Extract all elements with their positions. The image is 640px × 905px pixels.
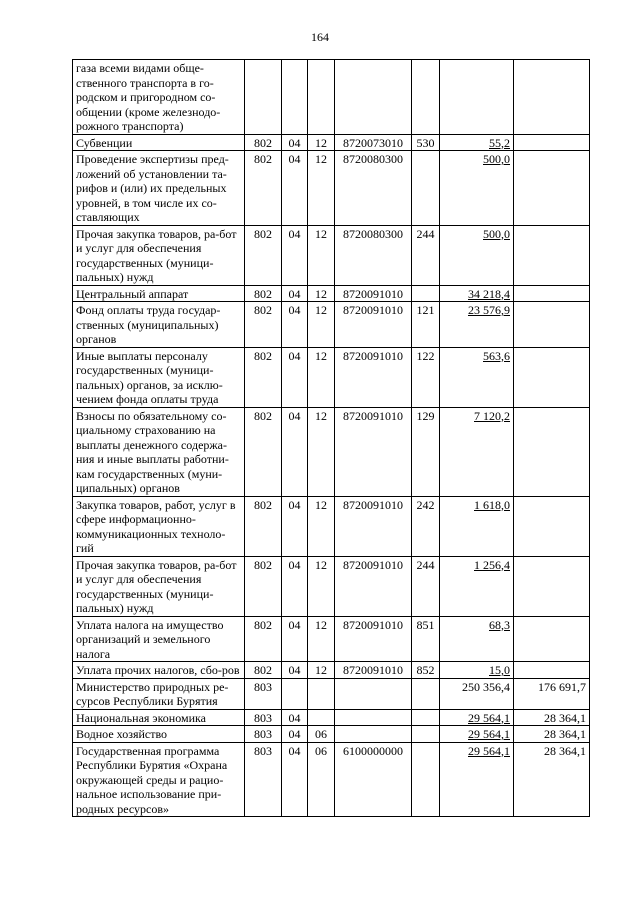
page-number: 164 [311,30,329,44]
row-target-article-code: 6100000000 [335,742,412,817]
row-ved-code: 802 [245,556,282,616]
row-section-code: 04 [282,225,308,285]
row-target-article-code: 8720073010 [335,134,412,151]
row-ved-code: 802 [245,285,282,302]
row-amount-2 [514,285,590,302]
row-ved-code: 803 [245,742,282,817]
row-amount-2 [514,302,590,348]
row-amount-1: 55,2 [440,134,514,151]
row-section-code: 04 [282,347,308,407]
table-row [73,302,590,348]
row-amount-1: 500,0 [440,225,514,285]
row-section-code [282,678,308,709]
row-amount-1: 29 564,1 [440,742,514,817]
row-name: Водное хозяйство [73,726,245,743]
row-expense-type-code [412,726,440,743]
row-ved-code [245,60,282,135]
row-subsection-code [308,60,335,135]
row-name: газа всеми видами обще-ственного транспорта в го-родском и пригородном со-общении (кроме железнодо-рожного транспорта) [73,60,245,135]
row-section-code [282,60,308,135]
row-expense-type-code [412,742,440,817]
table-row [73,726,590,743]
row-target-article-code [335,726,412,743]
row-amount-2 [514,225,590,285]
row-target-article-code: 8720091010 [335,616,412,662]
row-amount-2: 28 364,1 [514,742,590,817]
row-expense-type-code: 244 [412,556,440,616]
row-target-article-code: 8720091010 [335,347,412,407]
row-amount-1: 29 564,1 [440,709,514,726]
row-amount-1: 68,3 [440,616,514,662]
row-section-code: 04 [282,662,308,679]
row-expense-type-code: 121 [412,302,440,348]
row-expense-type-code: 852 [412,662,440,679]
row-expense-type-code: 122 [412,347,440,407]
budget-table-body [73,60,590,817]
row-amount-1: 29 564,1 [440,726,514,743]
row-ved-code: 802 [245,225,282,285]
row-amount-2 [514,496,590,556]
table-row [73,556,590,616]
row-amount-2 [514,60,590,135]
row-amount-1: 1 256,4 [440,556,514,616]
row-subsection-code: 12 [308,151,335,226]
row-subsection-code: 12 [308,347,335,407]
row-expense-type-code [412,709,440,726]
row-section-code: 04 [282,407,308,496]
row-amount-1 [440,60,514,135]
row-name: Министерство природных ре-сурсов Республики Бурятия [73,678,245,709]
row-amount-1: 563,6 [440,347,514,407]
row-target-article-code: 8720080300 [335,151,412,226]
row-target-article-code: 8720091010 [335,285,412,302]
table-row [73,496,590,556]
row-subsection-code: 12 [308,556,335,616]
row-ved-code: 803 [245,709,282,726]
row-ved-code: 802 [245,407,282,496]
row-ved-code: 802 [245,151,282,226]
row-amount-1: 15,0 [440,662,514,679]
row-section-code: 04 [282,134,308,151]
row-subsection-code: 12 [308,285,335,302]
row-section-code: 04 [282,285,308,302]
row-name: Уплата прочих налогов, сбо-ров [73,662,245,679]
row-section-code: 04 [282,151,308,226]
table-row [73,347,590,407]
row-expense-type-code: 530 [412,134,440,151]
row-amount-1: 7 120,2 [440,407,514,496]
row-ved-code: 802 [245,302,282,348]
row-subsection-code: 12 [308,134,335,151]
row-section-code: 04 [282,616,308,662]
row-amount-1: 23 576,9 [440,302,514,348]
row-target-article-code [335,709,412,726]
row-subsection-code: 12 [308,302,335,348]
table-row [73,742,590,817]
row-amount-2 [514,151,590,226]
row-subsection-code [308,678,335,709]
table-row [73,285,590,302]
row-target-article-code: 8720091010 [335,407,412,496]
row-expense-type-code [412,151,440,226]
row-name: Фонд оплаты труда государ-ственных (муниципальных) органов [73,302,245,348]
row-amount-2 [514,407,590,496]
row-name: Взносы по обязательному со-циальному страхованию на выплаты денежного содержа-ния и иные выплаты работни-кам государственных (муни-ципальных) органов [73,407,245,496]
table-row [73,134,590,151]
row-ved-code: 803 [245,726,282,743]
row-amount-2 [514,134,590,151]
table-row [73,407,590,496]
row-name: Иные выплаты персоналу государственных (муници-пальных) органов, за исклю-чением фонда оплаты труда [73,347,245,407]
table-row [73,709,590,726]
row-section-code: 04 [282,496,308,556]
row-target-article-code: 8720080300 [335,225,412,285]
row-name: Национальная экономика [73,709,245,726]
row-target-article-code [335,60,412,135]
row-subsection-code: 06 [308,726,335,743]
row-amount-2: 28 364,1 [514,709,590,726]
row-expense-type-code [412,285,440,302]
row-target-article-code: 8720091010 [335,556,412,616]
row-section-code: 04 [282,726,308,743]
row-subsection-code [308,709,335,726]
table-row [73,616,590,662]
row-amount-2 [514,616,590,662]
row-amount-1: 500,0 [440,151,514,226]
table-row [73,678,590,709]
row-target-article-code: 8720091010 [335,496,412,556]
row-subsection-code: 12 [308,407,335,496]
row-name: Прочая закупка товаров, ра-бот и услуг для обеспечения государственных (муници-пальных) нужд [73,225,245,285]
row-expense-type-code: 242 [412,496,440,556]
row-section-code: 04 [282,302,308,348]
row-ved-code: 802 [245,662,282,679]
row-amount-2 [514,347,590,407]
row-amount-1: 250 356,4 [440,678,514,709]
row-ved-code: 802 [245,347,282,407]
row-section-code: 04 [282,556,308,616]
row-ved-code: 802 [245,496,282,556]
table-row [73,151,590,226]
row-expense-type-code: 851 [412,616,440,662]
row-section-code: 04 [282,742,308,817]
row-subsection-code: 12 [308,662,335,679]
table-row [73,60,590,135]
row-subsection-code: 06 [308,742,335,817]
row-subsection-code: 12 [308,496,335,556]
row-subsection-code: 12 [308,225,335,285]
row-amount-1: 1 618,0 [440,496,514,556]
row-target-article-code: 8720091010 [335,302,412,348]
row-expense-type-code: 129 [412,407,440,496]
row-ved-code: 803 [245,678,282,709]
row-name: Прочая закупка товаров, ра-бот и услуг для обеспечения государственных (муници-пальных) нужд [73,556,245,616]
budget-table [72,59,590,817]
row-expense-type-code: 244 [412,225,440,285]
row-target-article-code: 8720091010 [335,662,412,679]
row-subsection-code: 12 [308,616,335,662]
row-target-article-code [335,678,412,709]
row-name: Уплата налога на имущество организаций и земельного налога [73,616,245,662]
table-row [73,225,590,285]
row-name: Субвенции [73,134,245,151]
row-amount-2 [514,662,590,679]
row-name: Проведение экспертизы пред-ложений об установлении та-рифов и (или) их предельных уровней, в том числе их со-ставляющих [73,151,245,226]
row-name: Государственная программа Республики Бурятия «Охрана окружающей среды и рацио-нальное использование при-родных ресурсов» [73,742,245,817]
row-name: Центральный аппарат [73,285,245,302]
row-ved-code: 802 [245,616,282,662]
table-row [73,662,590,679]
row-amount-2 [514,556,590,616]
row-section-code: 04 [282,709,308,726]
row-expense-type-code [412,60,440,135]
row-amount-2: 176 691,7 [514,678,590,709]
row-ved-code: 802 [245,134,282,151]
row-amount-2: 28 364,1 [514,726,590,743]
row-expense-type-code [412,678,440,709]
row-amount-1: 34 218,4 [440,285,514,302]
row-name: Закупка товаров, работ, услуг в сфере информационно-коммуникационных техноло-гий [73,496,245,556]
